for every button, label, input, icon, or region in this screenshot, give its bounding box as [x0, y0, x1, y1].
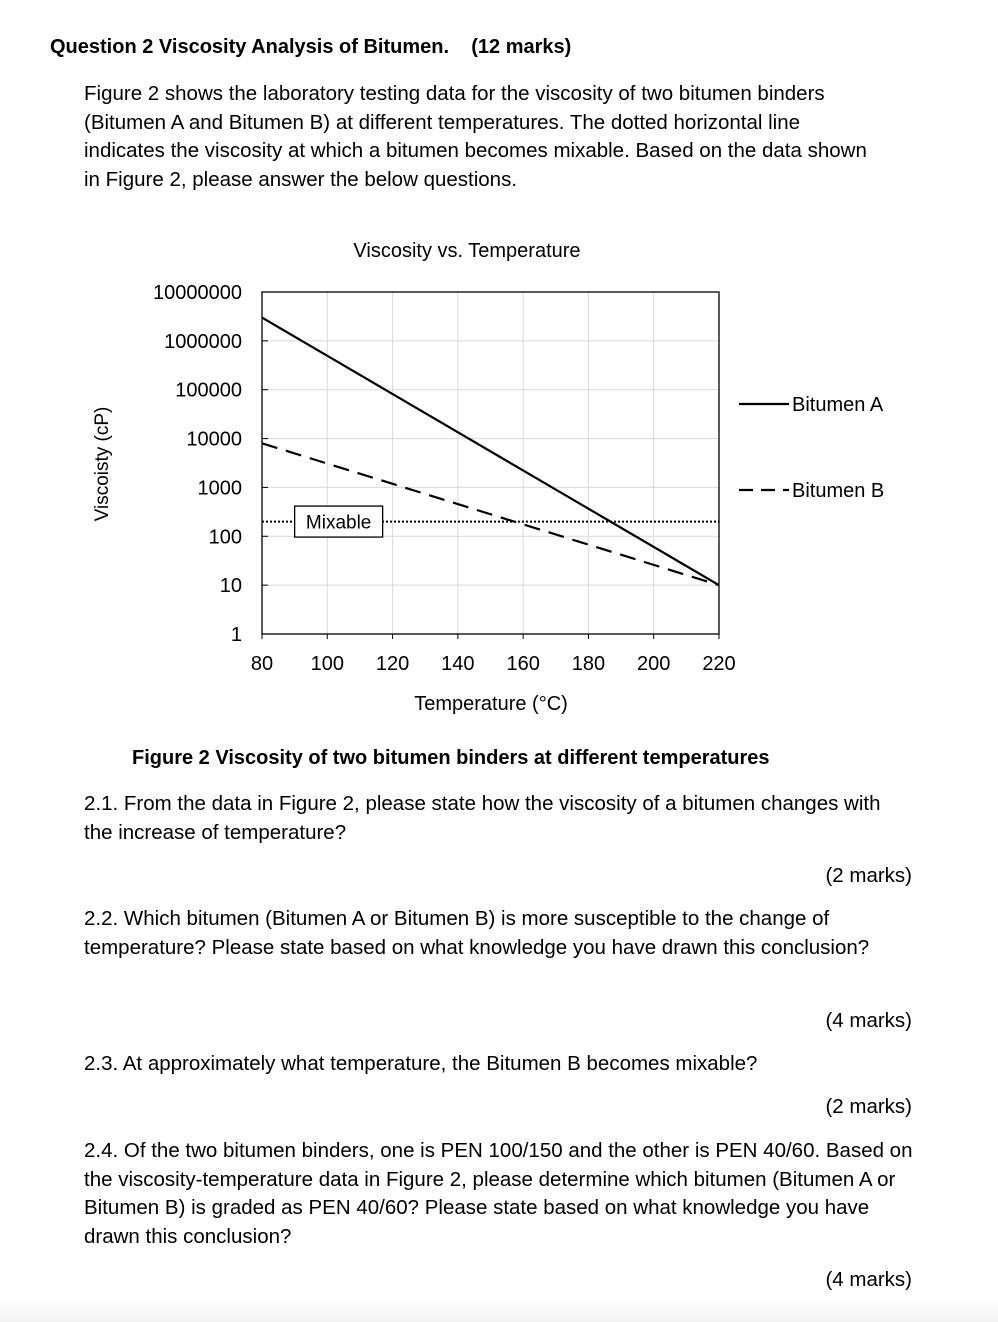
x-tick-label: 100 [310, 653, 344, 675]
y-tick-label: 1 [230, 624, 242, 646]
y-tick-label: 100 [208, 526, 242, 549]
y-tick-label: 10000 [186, 428, 242, 451]
series-line-bitumen-a [262, 318, 719, 586]
grid [262, 292, 719, 634]
x-tick-label: 80 [250, 653, 274, 675]
viscosity-chart [0, 220, 998, 720]
plot-area-frame [262, 292, 719, 634]
series-group [262, 318, 719, 586]
question-total-marks: (12 marks) [471, 36, 572, 58]
x-tick-label: 120 [375, 653, 410, 675]
question-heading: Question 2 Viscosity Analysis of Bitumen. [50, 36, 449, 58]
x-tick-label: 220 [702, 653, 736, 675]
mixable-label: Mixable [305, 512, 372, 534]
y-tick-label: 10000000 [153, 282, 242, 304]
x-tick-label: 160 [506, 653, 540, 675]
x-axis-label: Temperature (°C) [414, 693, 568, 715]
question-2-3-marks: (2 marks) [825, 1095, 912, 1118]
y-tick-label: 10 [219, 575, 242, 598]
question-2-3: 2.3. At approximately what temperature, the Bitumen B becomes mixable? [84, 1052, 758, 1075]
figure-caption: Figure 2 Viscosity of two bitumen binders at different temperatures [132, 747, 770, 769]
question-2-4-marks: (4 marks) [825, 1268, 912, 1291]
y-tick-label: 100000 [175, 379, 242, 402]
x-tick-label: 200 [637, 653, 671, 675]
x-tick-label: 140 [441, 653, 475, 675]
question-2-2: 2.2. Which bitumen (Bitumen A or Bitumen B) is more susceptible to the change of temperature? Please state based on what knowledge you have drawn this conclusion? [84, 907, 870, 959]
question-intro: Figure 2 shows the laboratory testing data for the viscosity of two bitumen binders (Bitumen A and Bitumen B) at different temperatures. The dotted horizontal line indicates the viscosity at which a bitumen becomes mixable. Based on the data shown in Figure 2, please answer the below questions. [84, 82, 867, 191]
question-2-2-marks: (4 marks) [825, 1009, 912, 1032]
question-2-4: 2.4. Of the two bitumen binders, one is PEN 100/150 and the other is PEN 40/60. Based on the viscosity-temperature data in Figure 2, please determine which bitumen (Bitumen A or Bitumen B) is graded as PEN 40/60? Please state based on what knowledge you have drawn this conclusion? [84, 1139, 913, 1248]
question-2-1: 2.1. From the data in Figure 2, please state how the viscosity of a bitumen changes with the increase of temperature? [84, 792, 881, 844]
chart-title: Viscosity vs. Temperature [353, 240, 581, 262]
x-tick-label: 180 [571, 653, 606, 675]
legend-label: Bitumen A [792, 394, 884, 416]
reference-line-group [262, 506, 719, 537]
question-title [50, 36, 571, 59]
page-bottom-shade [0, 1298, 998, 1322]
question-2-1-marks: (2 marks) [825, 864, 912, 887]
y-tick-label: 1000000 [164, 330, 242, 353]
legend [739, 394, 884, 502]
y-tick-label: 1000 [197, 477, 242, 500]
legend-label: Bitumen B [792, 480, 885, 502]
y-axis-label: Viscoisty (cP) [92, 406, 113, 522]
